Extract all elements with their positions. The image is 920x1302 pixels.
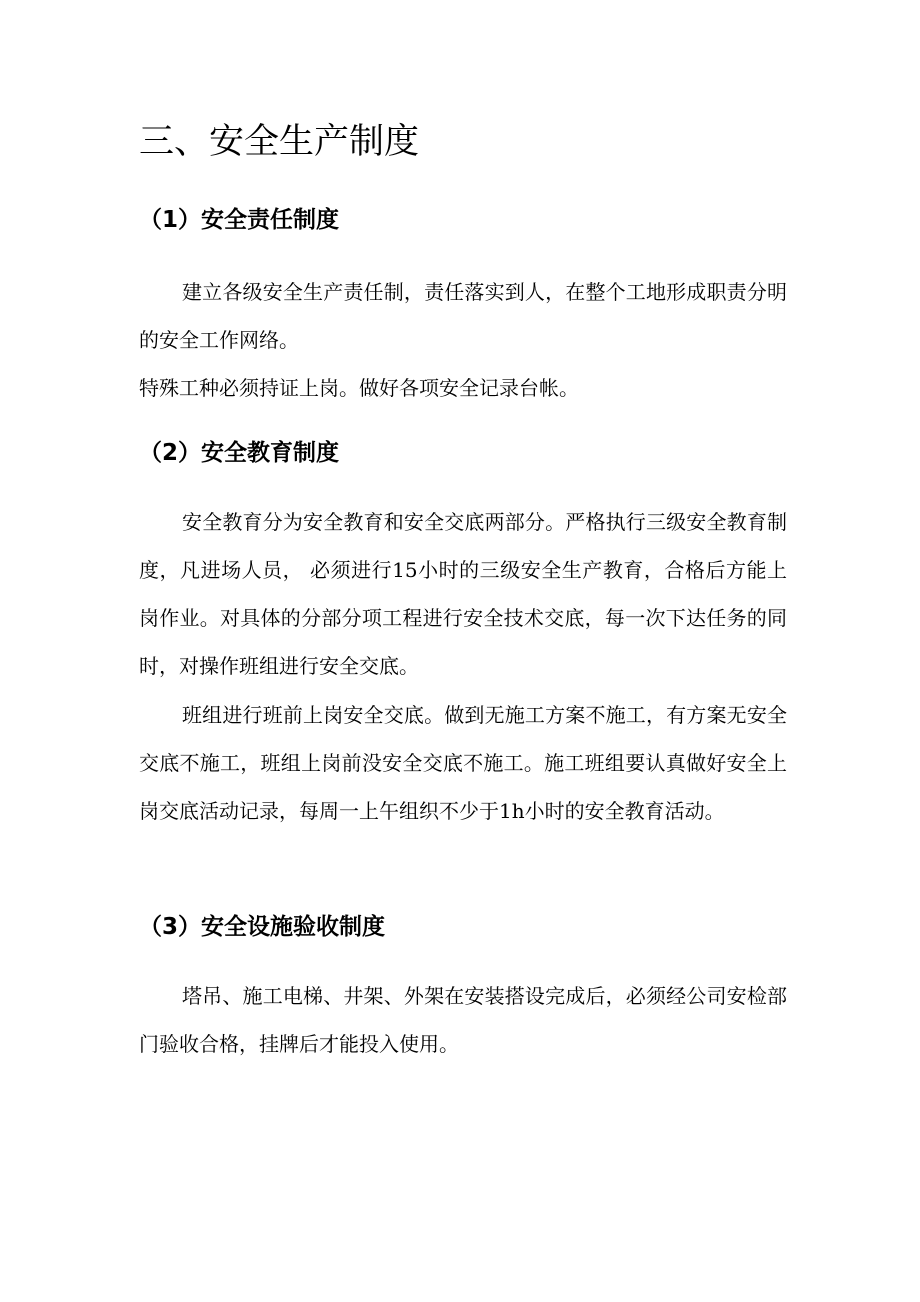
page-title: 三、安全生产制度 bbox=[139, 122, 420, 162]
section-1-paragraph-1: 建立各级安全生产责任制，责任落实到人，在整个工地形成职责分明的安全工作网络。 bbox=[139, 280, 787, 352]
section-heading-3: （3）安全设施验收制度 bbox=[139, 914, 386, 940]
section-2-paragraph-2: 班组进行班前上岗安全交底。做到无施工方案不施工，有方案无安全交底不施工，班组上岗前没安全交底不施工。施工班组要认真做好安全上岗交底活动记录，每周一上午组织不少于1h小时的安全教育活动。 bbox=[139, 703, 787, 823]
section-heading-2: （2）安全教育制度 bbox=[139, 440, 340, 466]
section-3-paragraph-1: 塔吊、施工电梯、井架、外架在安装搭设完成后，必须经公司安检部门验收合格，挂牌后才能投入使用。 bbox=[139, 984, 787, 1056]
section-2-paragraph-1: 安全教育分为安全教育和安全交底两部分。严格执行三级安全教育制度，凡进场人员， 必须进行15小时的三级安全生产教育，合格后方能上岗作业。对具体的分部分项工程进行安全技术交底，每一次下达任务的同时，对操作班组进行安全交底。 bbox=[139, 510, 787, 678]
section-1-paragraph-2: 特殊工种必须持证上岗。做好各项安全记录台帐。 bbox=[139, 376, 579, 400]
section-heading-1: （1）安全责任制度 bbox=[139, 207, 340, 233]
